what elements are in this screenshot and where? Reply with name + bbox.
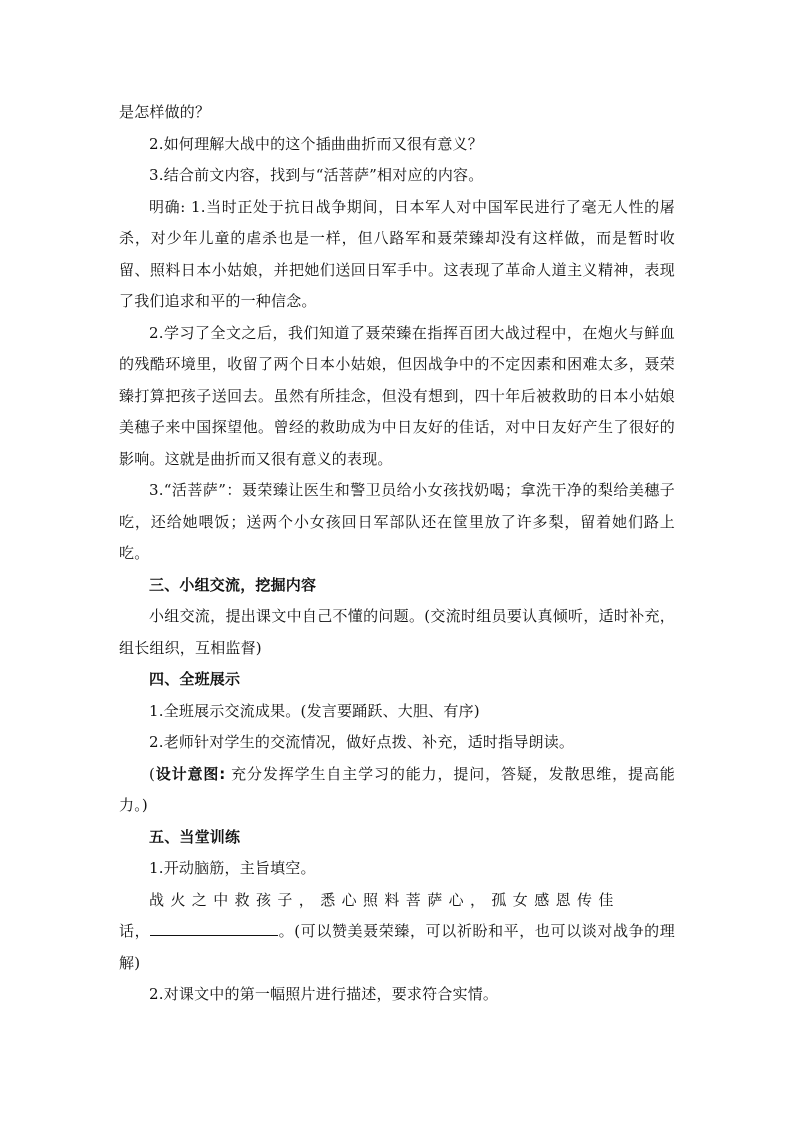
section-3-text: 小组交流，提出课文中自己不懂的问题。(交流时组员要认真倾听，适时补充，组长组织，互相监督)	[119, 607, 675, 657]
question-2: 2.如何理解大战中的这个插曲曲折而又很有意义？	[149, 134, 483, 153]
fill-in-prefix: 话，	[119, 922, 151, 940]
section-4-heading: 四、全班展示	[149, 670, 241, 688]
answer-1: 明确: 1.当时正处于抗日战争期间，日本军人对中国军民进行了毫无人性的屠杀，对少年儿童的虐杀也是一样，但八路军和聂荣臻却没有这样做，而是暂时收留、照料日本小姑娘，并把她们送回日军手中。这表现了革命人道主义精神，表现了我们追求和平的一种信念。	[119, 197, 675, 310]
design-intent	[119, 759, 675, 822]
document-body	[119, 97, 675, 1011]
section-5-item-1: 1.开动脑筋，主旨填空。	[149, 859, 316, 877]
section-4-item-2: 2.老师针对学生的交流情况，做好点拨、补充，适时指导朗读。	[149, 733, 575, 751]
fill-in-blank	[150, 917, 278, 936]
question-3: 3.结合前文内容，找到与“活菩萨”相对应的内容。	[149, 166, 484, 184]
answer-3: 3.“活菩萨”：聂荣臻让医生和警卫员给小女孩找奶喝；拿洗干净的梨给美穗子吃，还给她喂饭；送两个小女孩回日军部队还在筐里放了许多梨，留着她们路上吃。	[119, 481, 675, 562]
design-intent-open: (	[149, 764, 156, 783]
design-intent-text: 充分发挥学生自主学习的能力，提问，答疑，发散思维，提高能力。)	[119, 764, 675, 814]
fill-in-continuation	[119, 916, 675, 979]
design-intent-label: 设计意图:	[155, 764, 226, 783]
fill-in-suffix: 。(可以赞美聂荣臻，可以祈盼和平，也可以谈对战争的理解)	[119, 922, 675, 972]
section-5-heading: 五、当堂训练	[149, 827, 241, 846]
answer-2: 2.学习了全文之后，我们知道了聂荣臻在指挥百团大战过程中，在炮火与鲜血的残酷环境里，收留了两个日本小姑娘，但因战争中的不定因素和困难太多，聂荣臻打算把孩子送回去。虽然有所挂念，但没有想到，四十年后被救助的日本小姑娘美穗子来中国探望他。曾经的救助成为中日友好的佳话，对中日友好产生了很好的影响。这就是曲折而又很有意义的表现。	[119, 323, 675, 468]
fill-in-line: 战火之中救孩子，悉心照料菩萨心，孤女感恩传佳	[149, 890, 620, 909]
question-1-tail: 是怎样做的？	[119, 103, 211, 121]
section-5-item-2: 2.对课文中的第一幅照片进行描述，要求符合实情。	[149, 985, 499, 1003]
section-4-item-1: 1.全班展示交流成果。(发言要踊跃、大胆、有序)	[149, 701, 480, 720]
section-3-heading: 三、小组交流，挖掘内容	[149, 575, 317, 594]
